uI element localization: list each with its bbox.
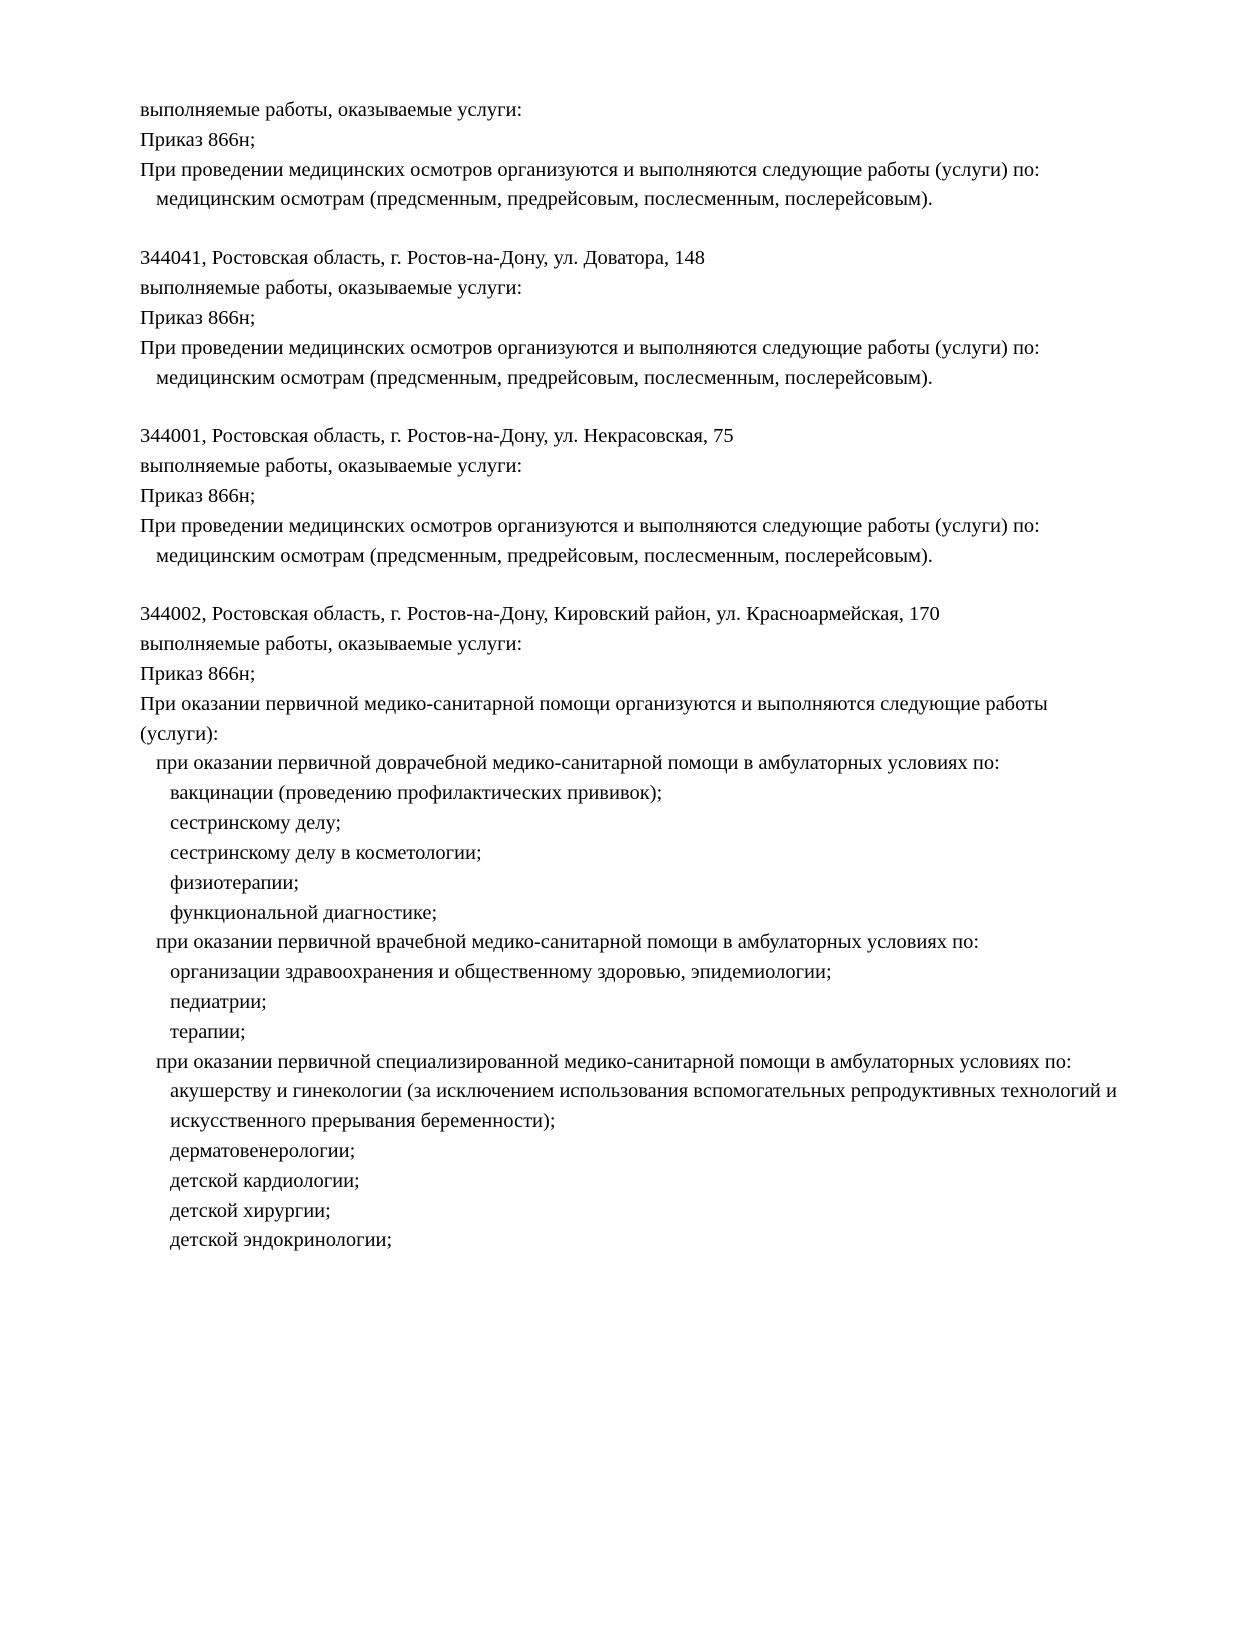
text-block [140, 244, 1120, 393]
document-line: вакцинации (проведению профилактических прививок); [170, 782, 663, 805]
document-body [140, 96, 1120, 1256]
document-line: При проведении медицинских осмотров организуются и выполняются следующие работы (услуги) по: [140, 158, 1040, 181]
document-line: медицинским осмотрам (предсменным, предрейсовым, послесменным, послерейсовым). [156, 366, 933, 389]
document-line: 344041, Ростовская область, г. Ростов-на-Дону, ул. Доватора, 148 [140, 247, 705, 270]
document-line: детской хирургии; [170, 1199, 331, 1222]
document-line: при оказании первичной специализированной медико-санитарной помощи в амбулаторных условиях по: [156, 1050, 1072, 1073]
document-line: медицинским осмотрам (предсменным, предрейсовым, послесменным, послерейсовым). [156, 544, 933, 567]
text-block [140, 96, 1120, 215]
text-block [140, 600, 1120, 1256]
document-line: функциональной диагностике; [170, 901, 438, 924]
document-line: 344001, Ростовская область, г. Ростов-на-Дону, ул. Некрасовская, 75 [140, 425, 734, 448]
document-line: дерматовенерологии; [170, 1140, 356, 1162]
document-line: При оказании первичной медико-санитарной помощи организуются и выполняются следующие работы (услуги): [140, 692, 1048, 745]
document-line: медицинским осмотрам (предсменным, предрейсовым, послесменным, послерейсовым). [156, 188, 933, 211]
document-line: организации здравоохранения и общественному здоровью, эпидемиологии; [170, 961, 832, 984]
document-line: выполняемые работы, оказываемые услуги: [140, 277, 523, 300]
document-line: Приказ 866н; [140, 306, 256, 329]
paragraph-spacer [140, 393, 1120, 422]
document-line: сестринскому делу в косметологии; [170, 841, 482, 864]
document-line: физиотерапии; [170, 871, 300, 894]
text-block [140, 422, 1120, 571]
document-line: терапии; [170, 1020, 246, 1043]
document-line: детской кардиологии; [170, 1169, 360, 1192]
document-line: детской эндокринологии; [170, 1229, 393, 1252]
document-line: При проведении медицинских осмотров организуются и выполняются следующие работы (услуги) по: [140, 336, 1040, 359]
document-line: при оказании первичной доврачебной медико-санитарной помощи в амбулаторных условиях по: [156, 752, 1000, 775]
document-line: педиатрии; [170, 990, 267, 1013]
document-line: сестринскому делу; [170, 812, 342, 835]
document-line: Приказ 866н; [140, 663, 256, 685]
document-line: при оказании первичной врачебной медико-санитарной помощи в амбулаторных условиях по: [156, 931, 980, 954]
document-line: акушерству и гинекологии (за исключением использования вспомогательных репродуктивных технологий и искусственного прерывания беременности); [170, 1080, 1117, 1133]
document-line: выполняемые работы, оказываемые услуги: [140, 455, 523, 478]
paragraph-spacer [140, 215, 1120, 244]
document-line: выполняемые работы, оказываемые услуги: [140, 99, 523, 121]
paragraph-spacer [140, 571, 1120, 600]
document-line: Приказ 866н; [140, 484, 256, 507]
document-line: При проведении медицинских осмотров организуются и выполняются следующие работы (услуги) по: [140, 514, 1040, 537]
document-line: 344002, Ростовская область, г. Ростов-на-Дону, Кировский район, ул. Красноармейская, 170 [140, 603, 940, 626]
document-line: Приказ 866н; [140, 128, 256, 151]
document-line: выполняемые работы, оказываемые услуги: [140, 633, 523, 656]
